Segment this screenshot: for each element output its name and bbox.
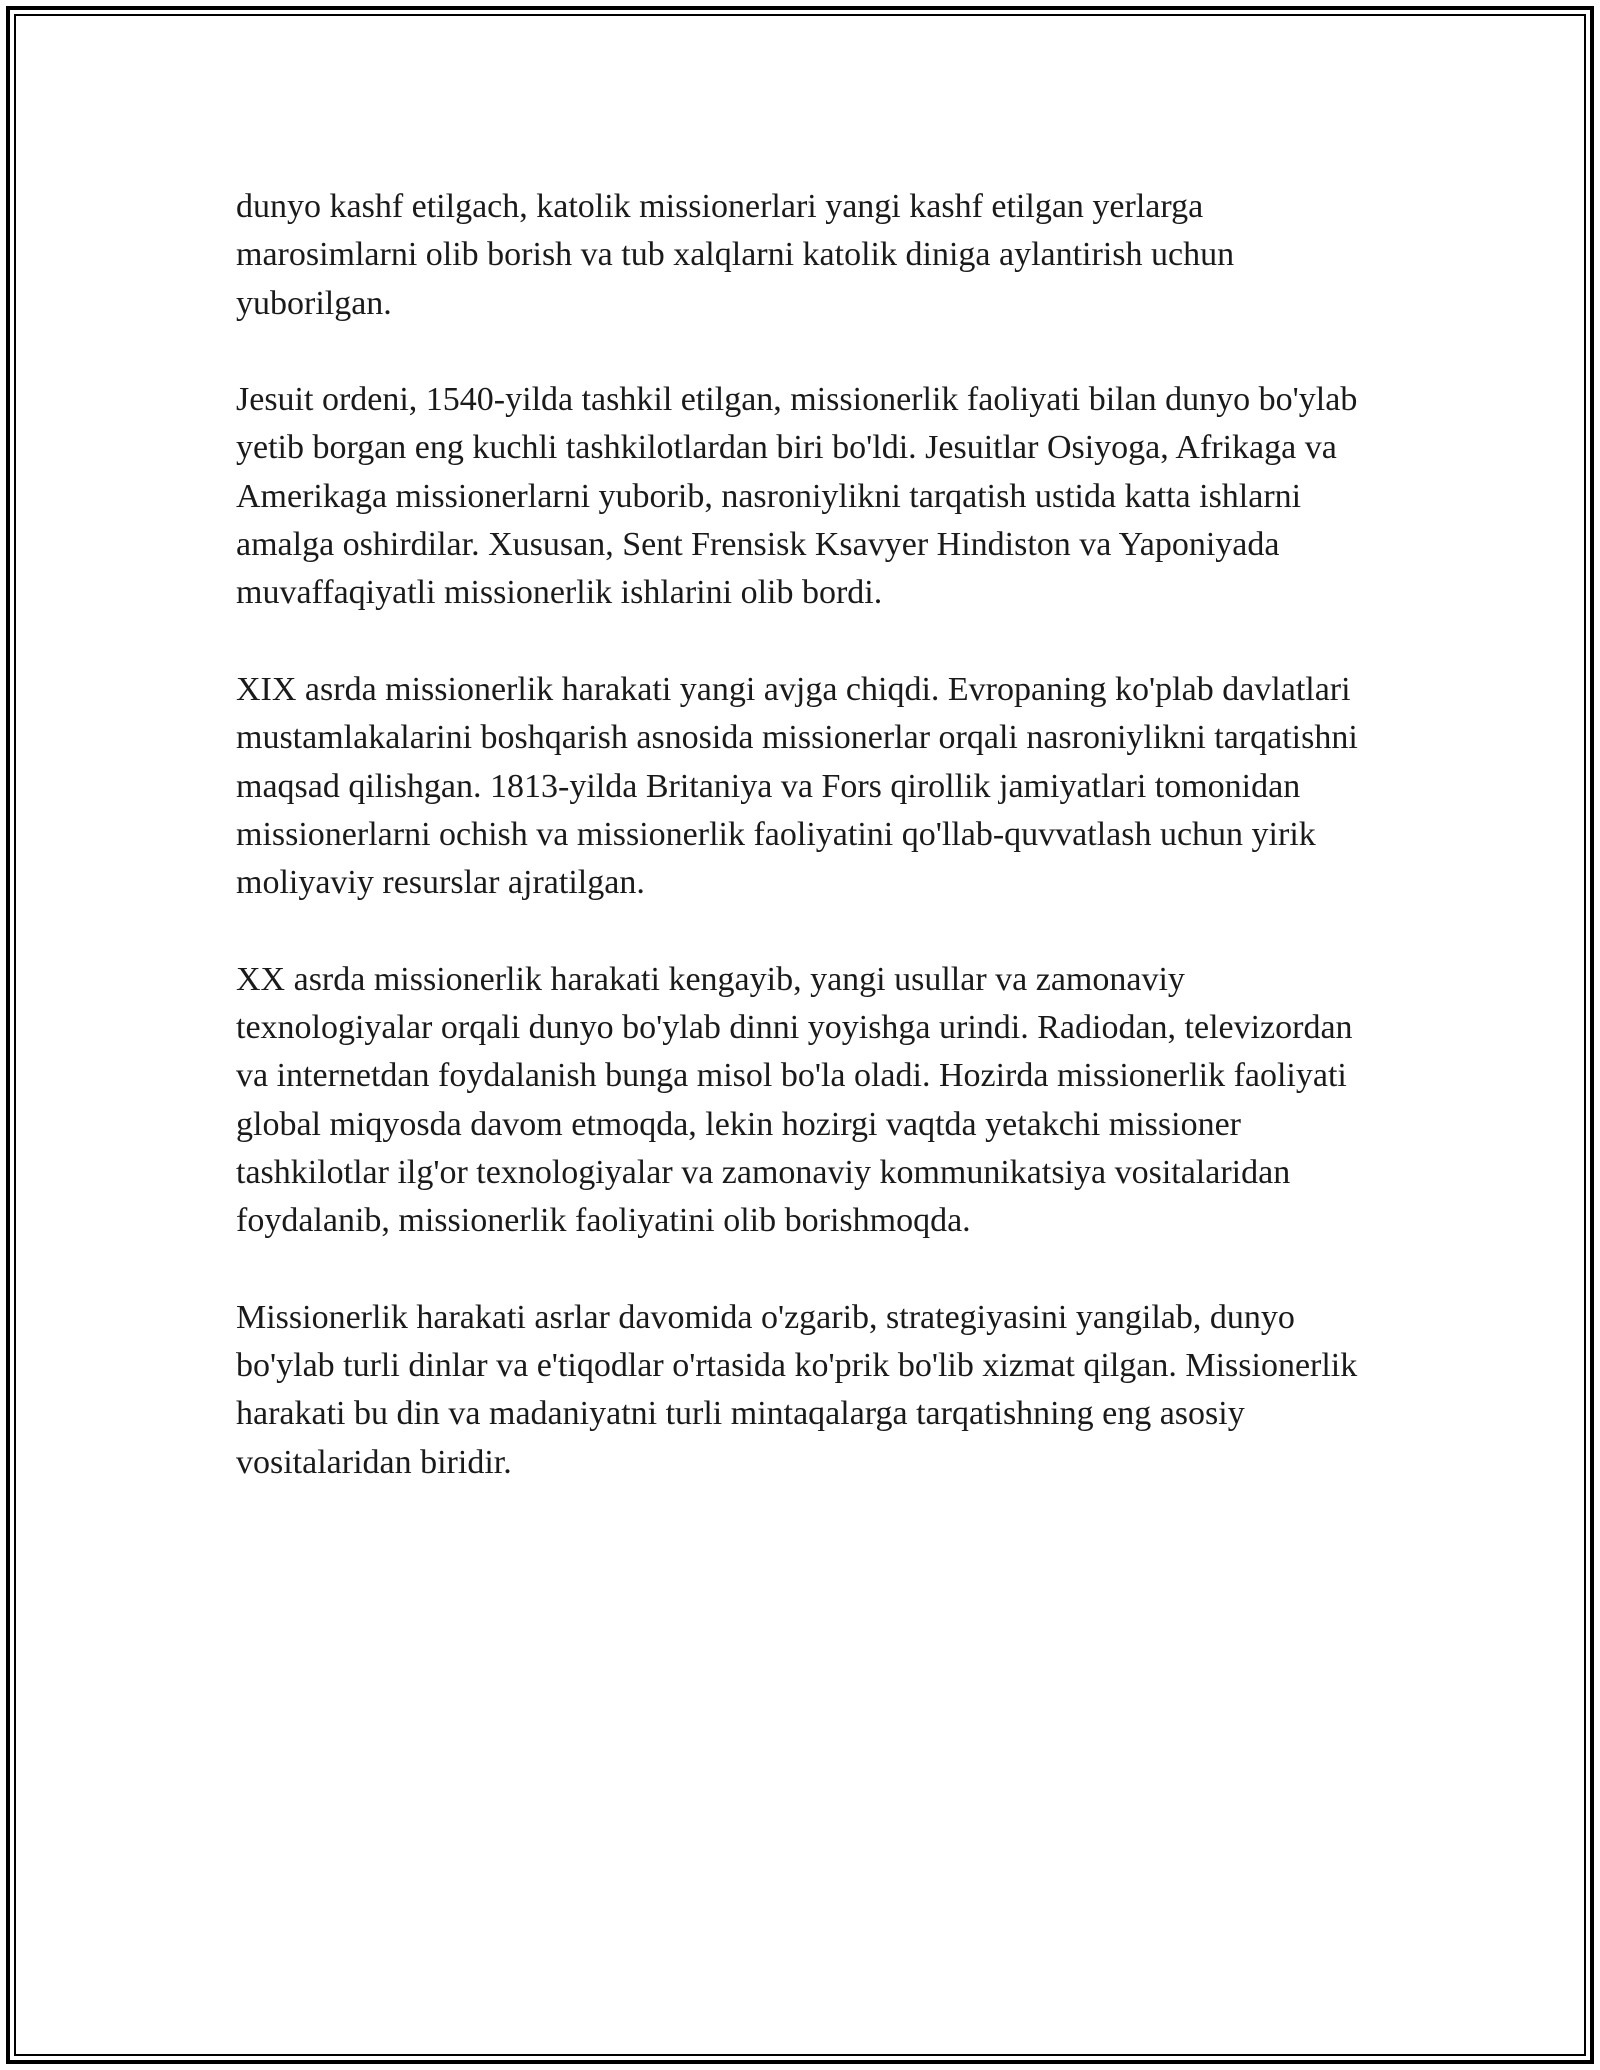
document-body xyxy=(236,183,1376,1487)
paragraph-5: Missionerlik harakati asrlar davomida o'zgarib, strategiyasini yangilab, dunyo bo'ylab turli dinlar va e'tiqodlar o'rtasida ko'prik bo'lib xizmat qilgan. Missionerlik harakati bu din va madaniyatni turli mintaqalarga tarqatishning eng asosiy vositalaridan biridir. xyxy=(236,1298,1358,1481)
paragraph-4: XX asrda missionerlik harakati kengayib, yangi usullar va zamonaviy texnologiyalar orqali dunyo bo'ylab dinni yoyishga urindi. Radiodan, televizordan va internetdan foydalanish bunga misol bo'la oladi. Hozirda missionerlik faoliyati global miqyosda davom etmoqda, lekin hozirgi vaqtda yetakchi missioner tashkilotlar ilg'or texnologiyalar va zamonaviy kommunikatsiya vositalaridan foydalanib, missionerlik faoliyatini olib borishmoqda. xyxy=(236,960,1353,1240)
paragraph-1: dunyo kashf etilgach, katolik missionerlari yangi kashf etilgan yerlarga marosimlarni olib borish va tub xalqlarni katolik diniga aylantirish uchun yuborilgan. xyxy=(236,188,1235,322)
paragraph-3: XIX asrda missionerlik harakati yangi avjga chiqdi. Evropaning ko'plab davlatlari mustamlakalarini boshqarish asnosida missionerlar orqali nasroniylikni tarqatishni maqsad qilishgan. 1813-yilda Britaniya va Fors qirollik jamiyatlari tomonidan missionerlarni ochish va missionerlik faoliyatini qo'llab-quvvatlash uchun yirik moliyaviy resurslar ajratilgan. xyxy=(236,670,1358,902)
paragraph-2: Jesuit ordeni, 1540-yilda tashkil etilgan, missionerlik faoliyati bilan dunyo bo'ylab yetib borgan eng kuchli tashkilotlardan biri bo'ldi. Jesuitlar Osiyoga, Afrikaga va Amerikaga missionerlarni yuborib, nasroniylikni tarqatish ustida katta ishlarni amalga oshirdilar. Xususan, Sent Frensisk Ksavyer Hindiston va Yaponiyada muvaffaqiyatli missionerlik ishlarini olib bordi. xyxy=(236,381,1358,612)
